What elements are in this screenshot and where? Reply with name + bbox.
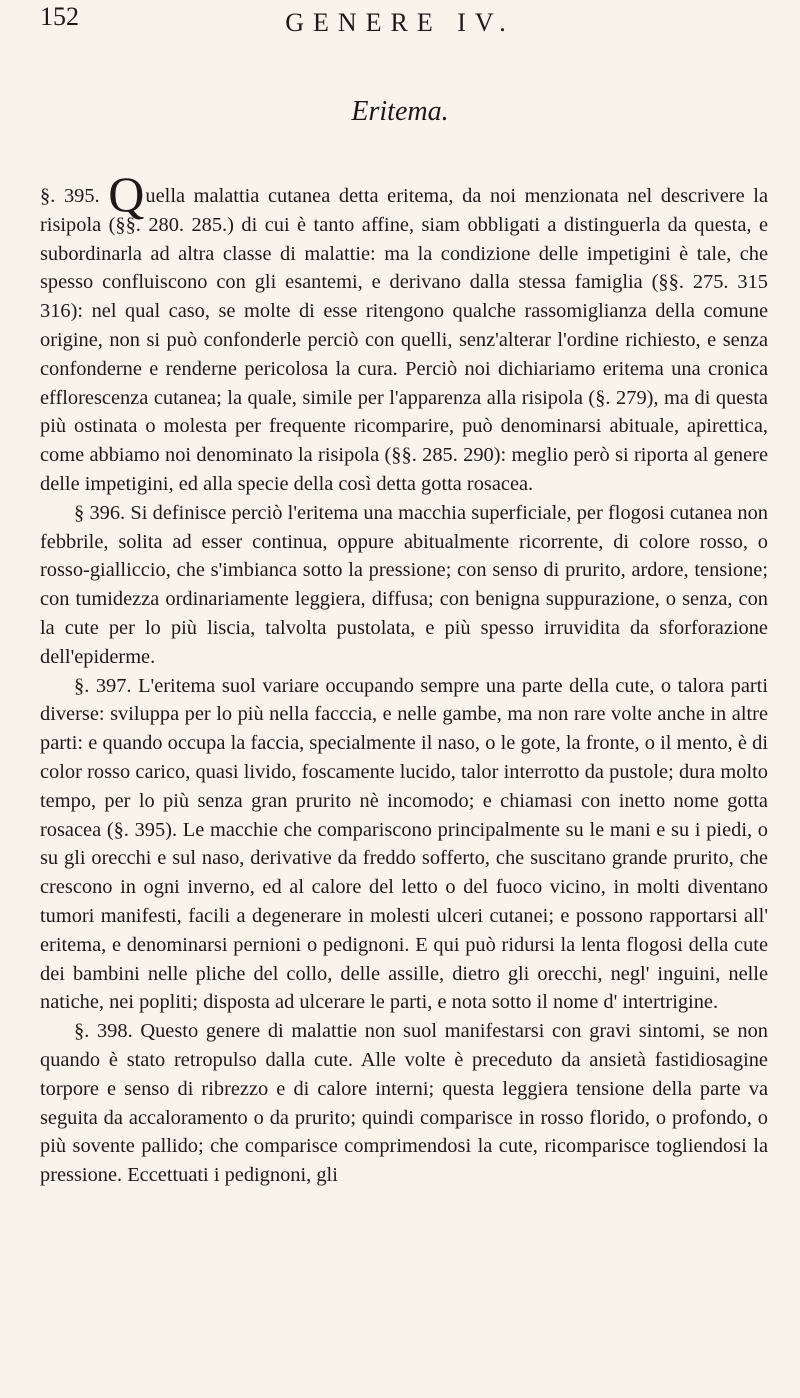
paragraph-396 (40, 499, 768, 672)
body-text (40, 166, 769, 1190)
paragraph-text: uella malattia cutanea detta eritema, da noi menzionata nel descrivere la risipola (§§. 280. 285.) di cui è tanto affine, siam obbligati a distinguerla da questa, e subordinarla ad altra classe di malattie: ma la condizione delle impetigini è tale, che spesso confluiscono con gli esantemi, e derivano dalla stessa famiglia (§§. 275. 315 316): nel qual caso, se molte di esse ritengono qualche rassomiglianza della comune origine, non si può confonderle perciò con quelli, senz'alterar l'ordine richiesto, e senza confonderne e renderne pericolosa la cura. Perciò noi dichiariamo eritema una cronica efflorescenza cutanea; la quale, simile per l'apparenza alla risipola (§. 279), ma di questa più ostinata o molesta per frequente ricomparire, può denominarsi abituale, apirettica, come abbiamo noi denominato la risipola (§§. 285. 290): meglio però si riporta al genere delle impetigini, ed alla specie della così detta gotta rosacea. (40, 185, 768, 495)
paragraph-398 (40, 1017, 768, 1190)
paragraph-395 (40, 166, 768, 499)
section-mark: §. 398. (74, 1020, 133, 1043)
section-mark: §. 395. (40, 185, 100, 207)
paragraph-text: Si definisce perciò l'eritema una macchia superficiale, per flogosi cutanea non febbrile, solita ad esser continua, oppure abitualmente ricorrente, di colore rosso, o rosso-gialliccio, che s'imbianca sotto la pressione; con senso di prurito, ardore, tensione; con tumidezza ordinariamente leggiera, diffusa; con benigna suppurazione, o senza, con la cute per lo più liscia, talvolta pustolata, e più spesso irruvidita da sforforazione dell'epiderme. (40, 501, 768, 668)
dropcap-letter: Q (108, 166, 145, 222)
paragraph-text: L'eritema suol variare occupando sempre una parte della cute, o talora parti diverse: sviluppa per lo più nella facccia, e nelle gambe, ma non rare volte anche in altre parti: e quando occupa la faccia, specialmente il naso, o le gote, la fronte, o il mento, è di color rosso carico, quasi livido, foscamente lucido, talor interrotto da pustole; dura molto tempo, per lo più senza gran prurito nè incomodo; e chiamasi con inetto nome gotta rosacea (§. 395). Le macchie che compariscono principalmente su le mani e su i piedi, o su gli orecchi e sul naso, derivative da freddo sofferto, che suscitano grande prurito, che crescono in ogni inverno, ed al calore del letto o del fuoco vicino, in molti diventano tumori manifesti, facili a degenerare in molesti ulceri cutanei; e possono rapportarsi all' eritema, e denominarsi pernioni o pedignoni. E qui può ridursi la lenta flogosi della cute dei bambini nelle pliche del collo, delle assille, dietro gli orecchi, negl' inguini, nelle natiche, nei popliti; disposta ad ulcerare le parti, e nota sotto il nome d' intertrigine. (40, 674, 768, 1014)
running-title: GENERE IV. (285, 8, 515, 37)
section-mark: §. 397. (74, 674, 132, 697)
page-number: 152 (40, 2, 79, 31)
section-mark: § 396. (74, 501, 126, 524)
section-title: Eritema. (351, 96, 449, 127)
paragraph-text: Questo genere di malattie non suol manifestarsi con gravi sintomi, se non quando è stato retropulso dalla cute. Alle volte è preceduto da ansietà fastidiosagine torpore e senso di ribrezzo e di calore interni; questa leggiera tensione della parte va seguita da accaloramento o da prurito; quindi comparisce in rosso florido, o profondo, o più sovente pallido; che comparisce comprimendosi la cute, ricomparisce togliendosi la pressione. Eccettuati i pedignoni, gli (40, 1020, 769, 1187)
paragraph-397 (40, 672, 768, 1018)
